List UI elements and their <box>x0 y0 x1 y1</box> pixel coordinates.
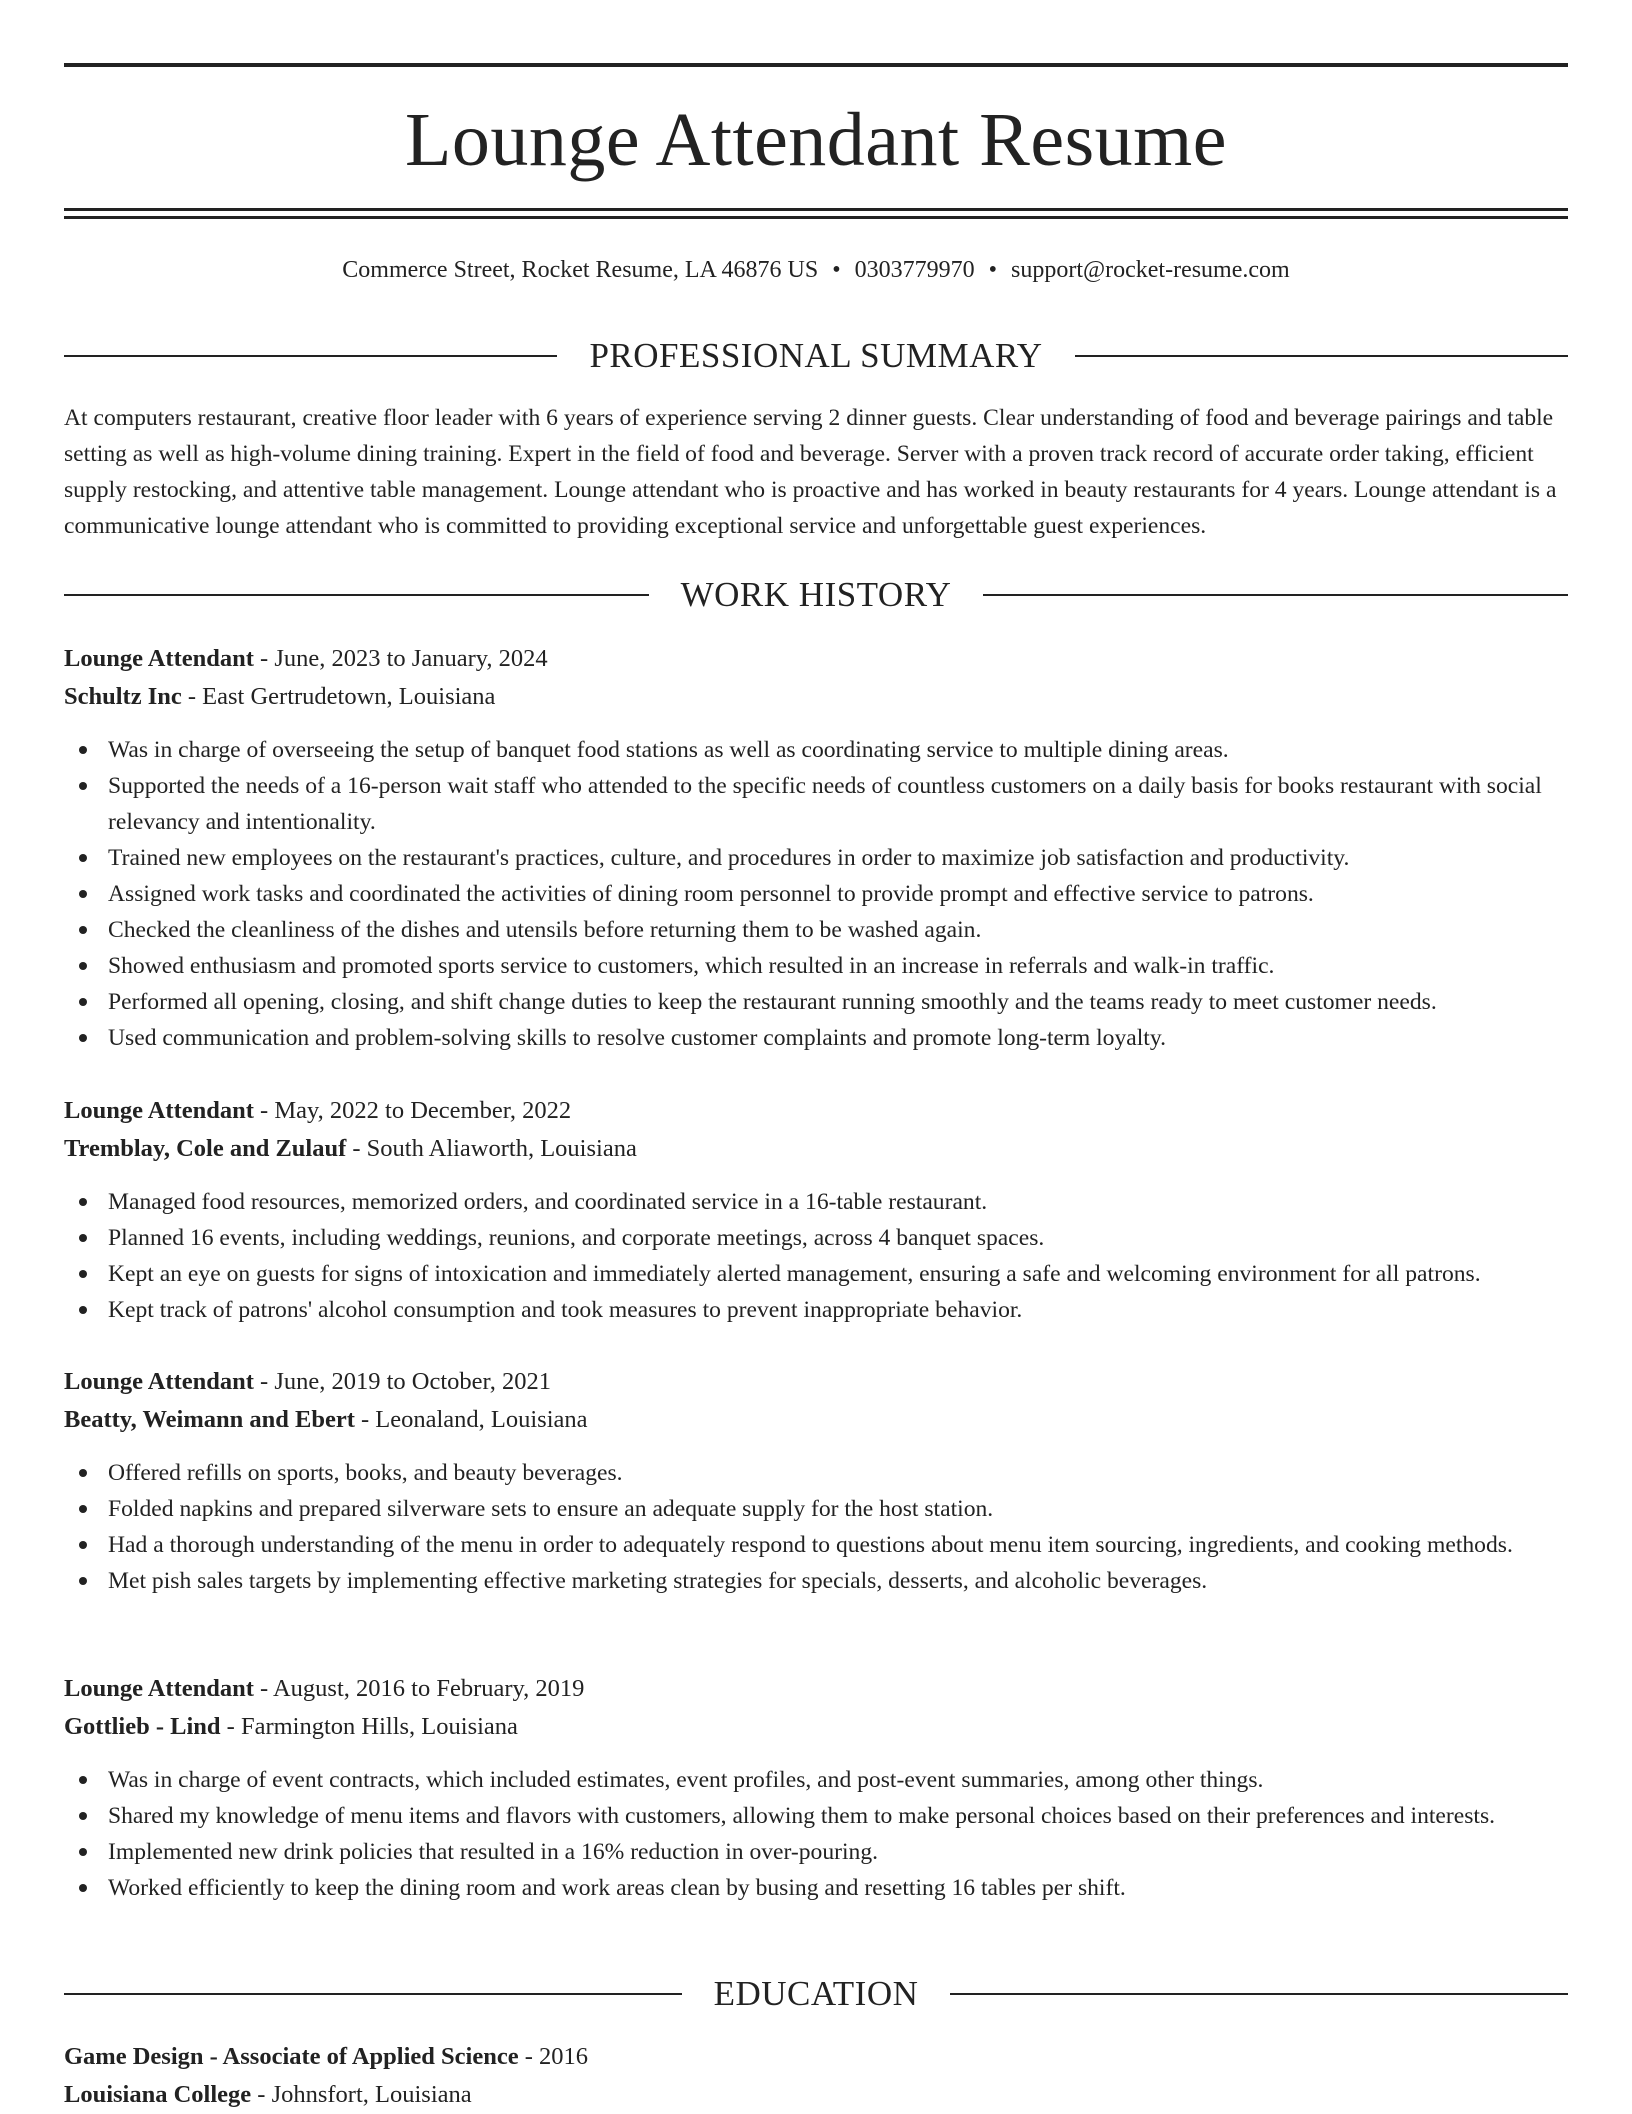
bullet-text: Was in charge of event contracts, which included estimates, event profiles, and post-event summaries, among other things. <box>108 1767 1264 1793</box>
contact-separator: • <box>988 257 998 283</box>
bullet-text: Shared my knowledge of menu items and flavors with customers, allowing them to make personal choices based on their preferences and interests. <box>108 1803 1496 1829</box>
job-title-line <box>64 1670 1568 1708</box>
job-company-line <box>64 1401 1568 1439</box>
section-title: WORK HISTORY <box>680 575 952 614</box>
job-location: - Leonaland, Louisiana <box>354 1406 588 1433</box>
contact-email[interactable]: support@rocket-resume.com <box>1011 257 1290 283</box>
job-bullet <box>64 1184 1568 1220</box>
job-dates: - June, 2019 to October, 2021 <box>253 1368 551 1395</box>
job-location: - East Gertrudetown, Louisiana <box>181 683 496 710</box>
bullet-dot <box>79 1812 87 1820</box>
job-company-line <box>64 678 1568 716</box>
contact-phone: 0303779970 <box>854 257 975 283</box>
job-bullets <box>64 732 1568 1056</box>
job-bullet <box>64 1491 1568 1527</box>
bullet-text: Worked efficiently to keep the dining room and work areas clean by busing and resetting 16 tables per shift. <box>108 1875 1126 1901</box>
resume-title: Lounge Attendant Resume <box>404 98 1227 182</box>
bullet-dot <box>79 1034 87 1042</box>
job-location: - South Aliaworth, Louisiana <box>346 1135 637 1162</box>
job-bullet <box>64 876 1568 912</box>
bullet-text: Trained new employees on the restaurant's practices, culture, and procedures in order to maximize job satisfaction and productivity. <box>108 845 1350 871</box>
bullet-dot <box>79 1198 87 1206</box>
section-title: PROFESSIONAL SUMMARY <box>589 336 1043 375</box>
contact-separator: • <box>832 257 841 283</box>
job-bullets <box>64 1762 1568 1906</box>
job-entry <box>64 1092 1568 1328</box>
job-bullet <box>64 1834 1568 1870</box>
bullet-text: Performed all opening, closing, and shift change duties to keep the restaurant running smoothly and the teams ready to meet customer needs. <box>108 989 1437 1015</box>
job-bullet <box>64 1256 1568 1292</box>
section-heading-education <box>64 1972 1568 2016</box>
contact-address: Commerce Street, Rocket Resume, LA 46876 US <box>342 257 819 283</box>
bullet-text: Showed enthusiasm and promoted sports service to customers, which resulted in an increase in referrals and walk-in traffic. <box>108 953 1275 979</box>
job-dates: - May, 2022 to December, 2022 <box>253 1097 572 1124</box>
job-bullet <box>64 768 1568 840</box>
job-bullet <box>64 1870 1568 1906</box>
job-bullet <box>64 1762 1568 1798</box>
heading-rule <box>64 1993 682 1995</box>
job-title: Lounge Attendant <box>64 1097 254 1124</box>
heading-rule <box>64 355 557 357</box>
job-bullet <box>64 1020 1568 1056</box>
job-bullet <box>64 1798 1568 1834</box>
job-entry <box>64 1670 1568 1906</box>
bullet-dot <box>79 1505 87 1513</box>
job-company-line <box>64 1708 1568 1746</box>
bullet-dot <box>79 746 87 754</box>
job-title-line <box>64 1363 1568 1401</box>
heading-rule <box>64 594 649 596</box>
education-school: Louisiana College <box>64 2081 252 2108</box>
heading-rule <box>1075 355 1568 357</box>
job-company-line <box>64 1130 1568 1168</box>
bullet-dot <box>79 962 87 970</box>
job-company: Schultz Inc <box>64 683 182 710</box>
title-rule-lower <box>64 216 1568 219</box>
contact-line <box>64 254 1568 286</box>
bullet-text: Met pish sales targets by implementing effective marketing strategies for specials, desserts, and alcoholic beverages. <box>108 1568 1208 1594</box>
job-bullet <box>64 1527 1568 1563</box>
job-bullet <box>64 912 1568 948</box>
job-bullets <box>64 1455 1568 1599</box>
bullet-text: Used communication and problem-solving skills to resolve customer complaints and promote long-term loyalty. <box>108 1025 1167 1051</box>
bullet-dot <box>79 1234 87 1242</box>
job-bullet <box>64 984 1568 1020</box>
job-bullet <box>64 1455 1568 1491</box>
education-entry <box>64 2038 1568 2114</box>
section-heading-work-history <box>64 573 1568 617</box>
bullet-dot <box>79 1848 87 1856</box>
bullet-text: Folded napkins and prepared silverware sets to ensure an adequate supply for the host station. <box>108 1496 994 1522</box>
job-title-line <box>64 1092 1568 1130</box>
bullet-text: Checked the cleanliness of the dishes and utensils before returning them to be washed again. <box>108 917 982 943</box>
summary-text: At computers restaurant, creative floor leader with 6 years of experience serving 2 dinner guests. Clear understanding of food and beverage pairings and table setting as well as high-volume dining training. Expert in the field of food and beverage. Server with a proven track record of accurate order taking, efficient supply restocking, and attentive table management. Lounge attendant who is proactive and has worked in beauty restaurants for 4 years. Lounge attendant is a communicative lounge attendant who is committed to providing exceptional service and unforgettable guest experiences. <box>64 405 1557 539</box>
job-title: Lounge Attendant <box>64 1368 254 1395</box>
title-rule-upper <box>64 208 1568 211</box>
section-heading-summary <box>64 334 1568 378</box>
bullet-dot <box>79 998 87 1006</box>
heading-rule <box>950 1993 1568 1995</box>
education-degree: Game Design - Associate of Applied Science <box>64 2043 519 2070</box>
job-bullet <box>64 732 1568 768</box>
bullet-text: Implemented new drink policies that resulted in a 16% reduction in over-pouring. <box>108 1839 879 1865</box>
education-degree-line <box>64 2038 1568 2076</box>
bullet-dot <box>79 1776 87 1784</box>
job-bullet <box>64 1220 1568 1256</box>
job-bullet <box>64 948 1568 984</box>
job-bullet <box>64 1292 1568 1328</box>
bullet-text: Kept an eye on guests for signs of intoxication and immediately alerted management, ensuring a safe and welcoming environment for all patrons. <box>108 1261 1481 1287</box>
bullet-text: Supported the needs of a 16-person wait staff who attended to the specific needs of countless customers on a daily basis for books restaurant with social relevancy and intentionality. <box>108 773 1542 835</box>
bullet-text: Managed food resources, memorized orders, and coordinated service in a 16-table restaurant. <box>108 1189 988 1215</box>
job-company: Gottlieb - Lind <box>64 1713 221 1740</box>
job-bullets <box>64 1184 1568 1328</box>
job-title: Lounge Attendant <box>64 645 254 672</box>
job-dates: - August, 2016 to February, 2019 <box>253 1675 585 1702</box>
job-title-line <box>64 640 1568 678</box>
bullet-text: Had a thorough understanding of the menu in order to adequately respond to questions about menu item sourcing, ingredients, and cooking methods. <box>108 1532 1513 1558</box>
bullet-dot <box>79 782 87 790</box>
bullet-text: Offered refills on sports, books, and beauty beverages. <box>108 1460 623 1486</box>
bullet-text: Was in charge of overseeing the setup of banquet food stations as well as coordinating service to multiple dining areas. <box>108 737 1229 763</box>
job-location: - Farmington Hills, Louisiana <box>220 1713 518 1740</box>
bullet-dot <box>79 1469 87 1477</box>
job-company: Beatty, Weimann and Ebert <box>64 1406 355 1433</box>
job-entry <box>64 1363 1568 1599</box>
bullet-dot <box>79 1306 87 1314</box>
bullet-dot <box>79 1541 87 1549</box>
education-school-line <box>64 2076 1568 2114</box>
bullet-dot <box>79 890 87 898</box>
job-entry <box>64 640 1568 1056</box>
job-bullet <box>64 1563 1568 1599</box>
job-company: Tremblay, Cole and Zulauf <box>64 1135 347 1162</box>
bullet-text: Assigned work tasks and coordinated the activities of dining room personnel to provide prompt and effective service to patrons. <box>108 881 1314 907</box>
bullet-dot <box>79 1884 87 1892</box>
job-bullet <box>64 840 1568 876</box>
bullet-dot <box>79 1577 87 1585</box>
education-year: - 2016 <box>518 2043 588 2070</box>
job-dates: - June, 2023 to January, 2024 <box>253 645 548 672</box>
bullet-dot <box>79 854 87 862</box>
bullet-text: Kept track of patrons' alcohol consumption and took measures to prevent inappropriate behavior. <box>108 1297 1023 1323</box>
education-location: - Johnsfort, Louisiana <box>251 2081 472 2108</box>
bullet-text: Planned 16 events, including weddings, reunions, and corporate meetings, across 4 banquet spaces. <box>108 1225 1045 1251</box>
top-rule <box>64 63 1568 67</box>
heading-rule <box>983 594 1568 596</box>
job-title: Lounge Attendant <box>64 1675 254 1702</box>
bullet-dot <box>79 1270 87 1278</box>
section-title: EDUCATION <box>713 1974 919 2013</box>
bullet-dot <box>79 926 87 934</box>
